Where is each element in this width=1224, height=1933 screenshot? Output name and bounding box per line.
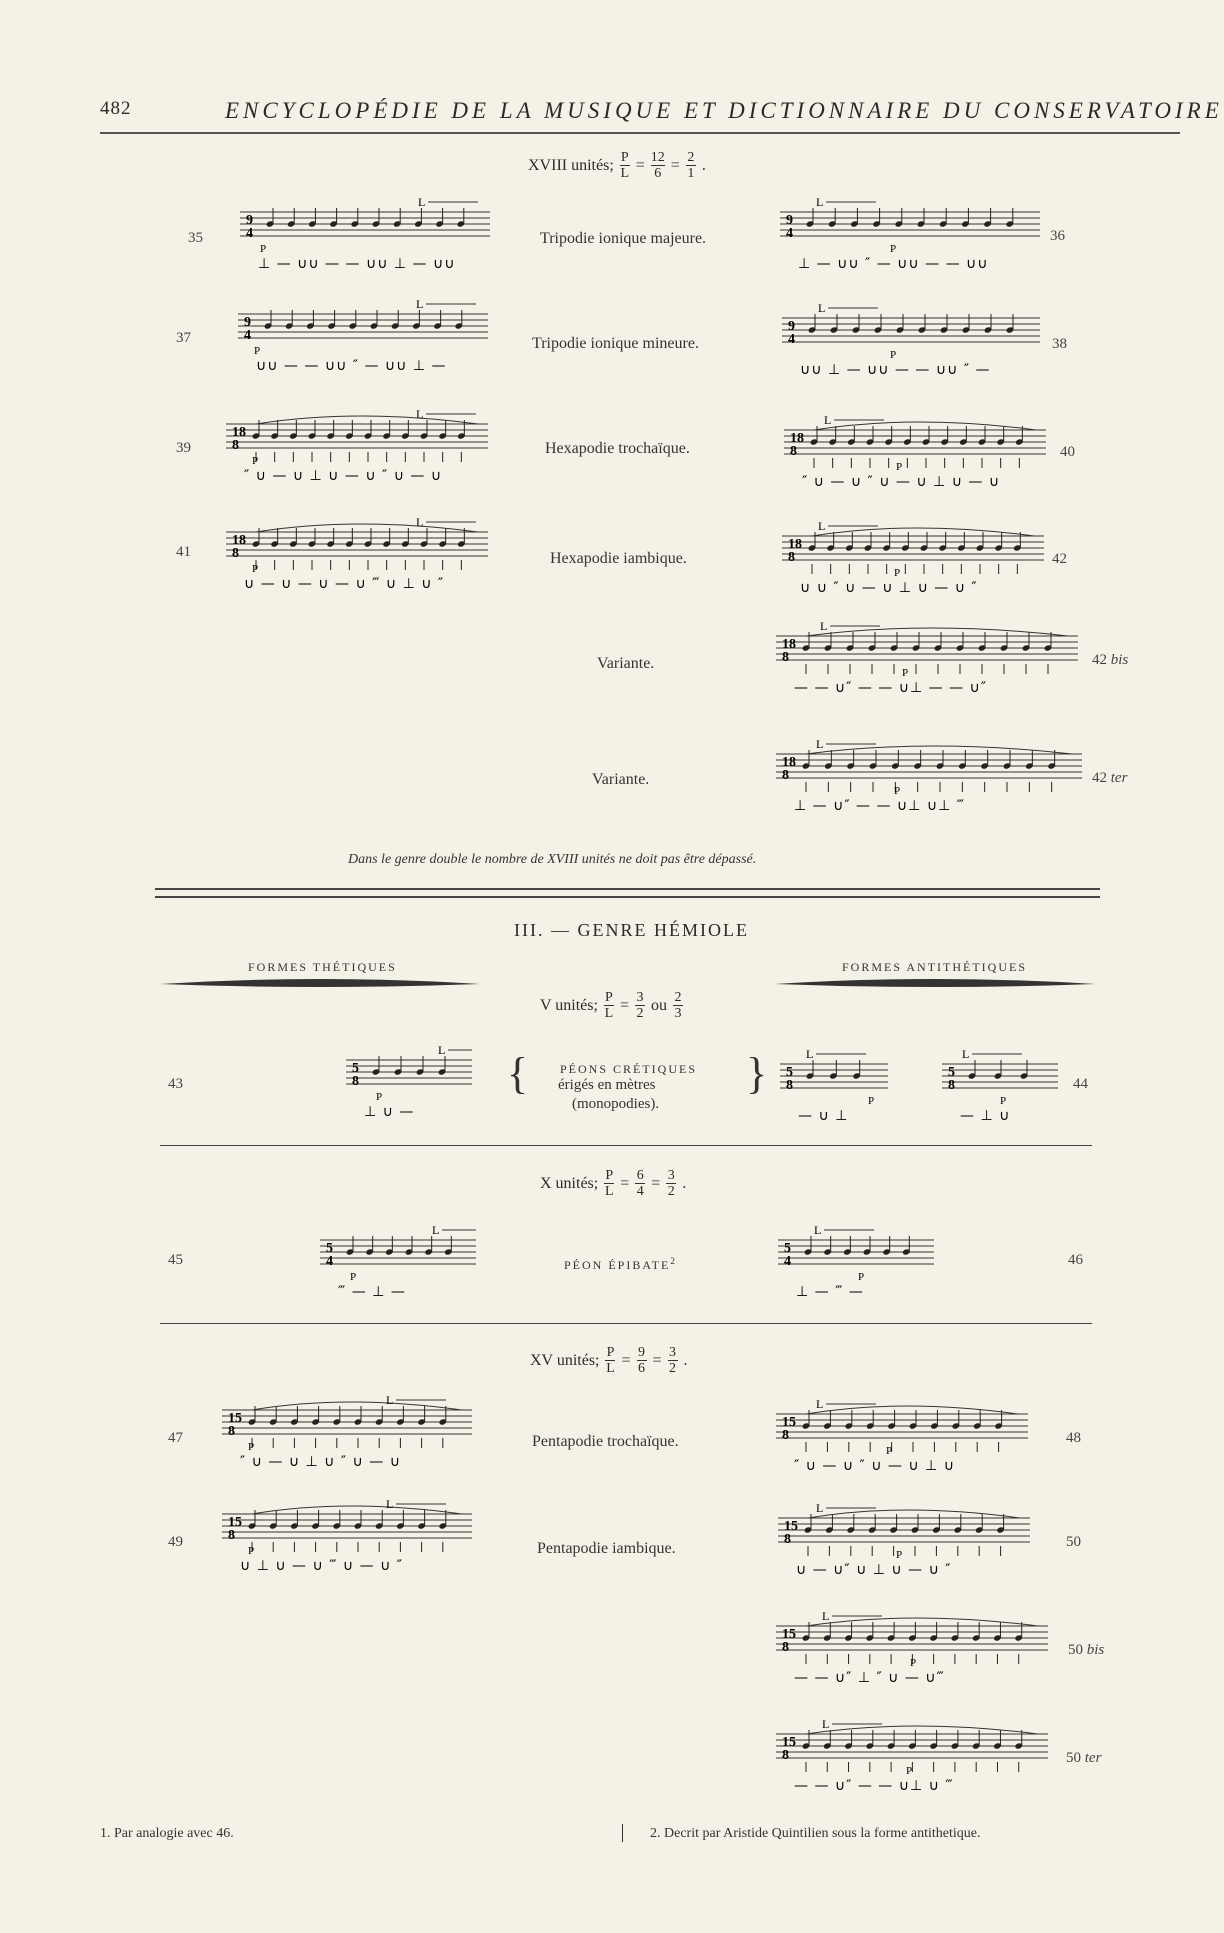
long-marker: L [820,619,828,633]
time-signature-top: 18 [232,533,246,548]
time-signature-top: 5 [352,1061,359,1076]
example-label: Pentapodie iambique. [537,1540,676,1557]
example-number-right: 46 [1068,1252,1083,1268]
variant-number: 50 bis [1068,1642,1105,1658]
rhythm-notation: ∪∪ ⊥ — ∪∪ — — ∪∪ ″ — [800,362,991,378]
example-label: Tripodie ionique mineure. [532,335,699,352]
time-signature-top: 15 [228,1515,242,1530]
time-signature-top: 18 [788,537,802,552]
time-signature-top: 18 [782,755,796,770]
music-staff [320,1223,486,1318]
footnote-divider [622,1824,623,1842]
music-staff [226,515,498,610]
time-signature-bottom: 4 [326,1254,333,1269]
time-signature-top: 5 [784,1241,791,1256]
variant-label: Variante. [597,655,655,672]
variant-number: 42 bis [1092,652,1129,668]
ratio-prefix: XVIII unités; [528,156,614,174]
example-number-right: 48 [1066,1430,1081,1446]
example-label: Hexapodie iambique. [550,550,687,567]
example-number-right: 36 [1050,228,1065,244]
music-staff [782,519,1054,614]
example-number-right: 40 [1060,444,1075,460]
short-marker: P [350,1271,357,1283]
short-marker: P [896,461,903,473]
short-marker: P [902,667,909,679]
long-marker: L [816,195,824,209]
music-staff [226,407,498,502]
rhythm-notation: ‴ — ⊥ — [338,1284,406,1300]
time-signature-bottom: 8 [232,438,239,453]
long-marker: L [818,519,826,533]
peons-line3: (monopodies). [572,1096,660,1112]
section-divider [155,888,1100,898]
time-signature-bottom: 8 [784,1532,791,1547]
short-marker: P [896,1549,903,1561]
time-signature-bottom: 8 [228,1424,235,1439]
long-marker: L [416,515,424,529]
example-number-left: 39 [176,440,191,456]
time-signature-top: 5 [948,1065,955,1080]
time-signature-bottom: 8 [782,1428,789,1443]
short-marker: P [890,349,897,361]
ratio-frac-b: $\frac{12}{6}$ [650,150,665,181]
rhythm-notation: ∪ — ∪″ ∪ ⊥ ∪ — ∪ ″ [796,1562,952,1578]
rhythm-notation: ″ ∪ — ∪ ″ ∪ — ∪ ⊥ ∪ — ∪ [802,474,1001,490]
rhythm-notation: ⊥ — ‴ — [796,1284,864,1300]
double-genre-note: Dans le genre double le nombre de XVIII unités ne doit pas être dépassé. [348,852,757,867]
page-number: 482 [100,98,132,119]
rhythm-notation: — ⊥ ∪ [960,1108,1011,1124]
footnote-1: 1. Par analogie avec 46. [100,1826,234,1841]
ratio-v: V unités; $\frac{P}{L}$ = $\frac{3}{2}$ ou $\frac{2}{3}$ [540,990,682,1021]
rhythm-notation: ″ ∪ — ∪ ⊥ ∪ ″ ∪ — ∪ [240,1454,401,1470]
time-signature-top: 18 [232,425,246,440]
short-marker: P [858,1271,865,1283]
time-signature-bottom: 4 [784,1254,791,1269]
slur [806,1726,1038,1734]
time-signature-bottom: 4 [244,328,251,343]
ratio-x: X unités; $\frac{P}{L}$ = $\frac{6}{4}$ = $\frac{3}{2}$ . [540,1168,687,1199]
ratio-prefix: XV unités; [530,1351,600,1369]
music-staff [240,195,500,290]
example-number-left: 47 [168,1430,183,1446]
long-marker: L [432,1223,440,1237]
music-staff [776,737,1092,832]
music-staff [778,1501,1040,1596]
time-signature-top: 9 [786,213,793,228]
rhythm-notation: — ∪ ⊥ [798,1108,849,1124]
ratio-prefix: V unités; [540,996,598,1014]
ratio-xv: XV unités; $\frac{P}{L}$ = $\frac{9}{6}$ = $\frac{3}{2}$ . [530,1345,688,1376]
example-number-left: 45 [168,1252,183,1268]
example-number-left: 43 [168,1076,183,1092]
slur [806,1406,1018,1414]
slur [256,416,478,424]
short-marker: P [248,1545,255,1557]
time-signature-top: 9 [244,315,251,330]
rule [160,1323,1092,1324]
time-signature-bottom: 4 [786,226,793,241]
rhythm-notation: — — ∪″ — — ∪⊥ ∪ ‴ [794,1778,954,1794]
ratio-xviii: XVIII unités; $\frac{P}{L}$ = $\frac{12}{6}$ = $\frac{2}{1}$ . [528,150,706,181]
rhythm-notation: — — ∪″ — — ∪⊥ — — ∪″ [794,680,987,696]
short-marker: P [252,563,259,575]
variant-number: 50 ter [1066,1750,1102,1766]
example-label: Tripodie ionique majeure. [540,230,707,247]
example-number-right: 44 [1073,1076,1088,1092]
music-staff [780,1047,898,1142]
variant-label: Variante. [592,771,650,788]
music-staff [346,1043,482,1138]
short-marker: P [252,455,259,467]
music-staff [776,619,1088,714]
time-signature-bottom: 8 [782,1748,789,1763]
short-marker: P [1000,1095,1007,1107]
example-number-left: 41 [176,544,191,560]
time-signature-bottom: 8 [352,1074,359,1089]
footnote-2: 2. Decrit par Aristide Quintilien sous la forme antithetique. [650,1826,981,1841]
music-staff [222,1393,482,1488]
long-marker: L [418,195,426,209]
long-marker: L [822,1609,830,1623]
slur [256,524,478,532]
time-signature-bottom: 8 [782,650,789,665]
ratio-frac-c: $\frac{3}{2}$ [669,1345,677,1376]
example-number-right: 50 [1066,1534,1081,1550]
short-marker: P [376,1091,383,1103]
music-staff [780,195,1050,290]
slur [252,1402,462,1410]
time-signature-top: 15 [784,1519,798,1534]
music-staff [784,413,1056,508]
ratio-or: ou [650,996,667,1014]
long-marker: L [816,1397,824,1411]
example-number-right: 38 [1052,336,1067,352]
long-marker: L [438,1043,446,1057]
peons-title: PÉONS CRÉTIQUES [560,1062,698,1076]
rhythm-notation: — — ∪″ ⊥ ″ ∪ — ∪‴ [794,1670,945,1686]
long-marker: L [962,1047,970,1061]
time-signature-top: 15 [782,1415,796,1430]
short-marker: P [894,567,901,579]
ratio-frac-a: $\frac{P}{L}$ [604,990,614,1021]
long-marker: L [416,407,424,421]
time-signature-top: 5 [326,1241,333,1256]
slur [806,1618,1038,1626]
ratio-frac-a: $\frac{P}{L}$ [604,1168,614,1199]
long-marker: L [814,1223,822,1237]
brace-left: { [507,1049,529,1098]
rhythm-notation: ⊥ — ∪∪ ″ — ∪∪ — — ∪∪ [798,256,989,272]
time-signature-top: 9 [788,319,795,334]
long-marker: L [816,1501,824,1515]
ratio-frac-a: $\frac{P}{L}$ [620,150,630,181]
time-signature-top: 18 [790,431,804,446]
rhythm-notation: ⊥ — ∪″ — — ∪⊥ ∪⊥ ‴ [794,798,965,814]
heading-swash-left [160,978,480,990]
long-marker: L [818,301,826,315]
long-marker: L [816,737,824,751]
long-marker: L [824,413,832,427]
heading-thetic: FORMES THÉTIQUES [248,960,397,974]
slur [814,422,1036,430]
example-label: Pentapodie trochaïque. [532,1433,679,1450]
rhythm-notation: ″ ∪ — ∪ ″ ∪ — ∪ ⊥ ∪ [794,1458,955,1474]
time-signature-bottom: 8 [782,1640,789,1655]
rule [160,1145,1092,1146]
short-marker: P [254,345,261,357]
rhythm-notation: ∪ — ∪ — ∪ — ∪ ‴ ∪ ⊥ ∪ ″ [244,576,445,592]
peons-line2: érigés en mètres [558,1077,656,1093]
ratio-frac-b: $\frac{6}{4}$ [636,1168,644,1199]
epibate-label: PÉON ÉPIBATE$^2$ [564,1256,677,1272]
music-staff [222,1497,482,1592]
ratio-frac-a: $\frac{P}{L}$ [606,1345,615,1376]
short-marker: P [248,1441,255,1453]
ratio-frac-c: $\frac{2}{3}$ [674,990,682,1021]
rhythm-notation: ∪∪ — — ∪∪ ″ — ∪∪ ⊥ — [256,358,447,374]
variant-number: 42 ter [1092,770,1128,786]
music-staff [776,1717,1058,1812]
long-marker: L [386,1393,394,1407]
ratio-frac-c: $\frac{3}{2}$ [667,1168,675,1199]
music-staff [778,1223,944,1318]
slur [812,528,1034,536]
ratio-frac-c: $\frac{2}{1}$ [687,150,695,181]
ratio-frac-b: $\frac{3}{2}$ [636,990,644,1021]
short-marker: P [910,1657,917,1669]
long-marker: L [416,297,424,311]
music-staff [776,1397,1038,1492]
long-marker: L [386,1497,394,1511]
example-number-left: 35 [188,230,203,246]
time-signature-top: 9 [246,213,253,228]
rhythm-notation: ∪ ∪ ″ ∪ — ∪ ⊥ ∪ — ∪ ″ [800,580,978,596]
short-marker: P [260,243,267,255]
example-number-right: 42 [1052,551,1067,567]
slur [252,1506,462,1514]
time-signature-bottom: 8 [788,550,795,565]
heading-swash-right [775,978,1095,990]
example-number-left: 37 [176,330,191,346]
long-marker: L [806,1047,814,1061]
time-signature-top: 18 [782,637,796,652]
time-signature-bottom: 8 [786,1078,793,1093]
time-signature-bottom: 8 [228,1528,235,1543]
time-signature-bottom: 8 [790,444,797,459]
short-marker: P [890,243,897,255]
music-staff [776,1609,1058,1704]
brace-right: } [746,1049,768,1098]
time-signature-bottom: 8 [232,546,239,561]
heading-antithetic: FORMES ANTITHÉTIQUES [842,960,1028,974]
time-signature-bottom: 4 [246,226,253,241]
example-label: Hexapodie trochaïque. [545,440,690,457]
time-signature-top: 15 [782,1735,796,1750]
short-marker: P [868,1095,875,1107]
rhythm-notation: ⊥ — ∪∪ — — ∪∪ ⊥ — ∪∪ [258,256,456,272]
short-marker: P [886,1445,893,1457]
short-marker: P [894,785,901,797]
rhythm-notation: ∪ ⊥ ∪ — ∪ ‴ ∪ — ∪ ″ [240,1558,403,1574]
music-staff [942,1047,1068,1142]
music-staff [238,297,498,392]
music-staff [782,301,1050,396]
section-title: III. — GENRE HÉMIOLE [514,920,749,940]
time-signature-top: 15 [228,1411,242,1426]
slur [808,1510,1020,1518]
time-signature-bottom: 4 [788,332,795,347]
running-title: ENCYCLOPÉDIE DE LA MUSIQUE ET DICTIONNAIRE DU CONSERVATOIRE [225,98,1223,123]
time-signature-top: 15 [782,1627,796,1642]
header-rule [100,132,1180,134]
time-signature-bottom: 8 [948,1078,955,1093]
short-marker: P [906,1765,913,1777]
long-marker: L [822,1717,830,1731]
ratio-prefix: X unités; [540,1174,599,1192]
time-signature-bottom: 8 [782,768,789,783]
rhythm-notation: ⊥ ∪ — [364,1104,415,1120]
ratio-frac-b: $\frac{9}{6}$ [638,1345,646,1376]
time-signature-top: 5 [786,1065,793,1080]
rhythm-notation: ″ ∪ — ∪ ⊥ ∪ — ∪ ″ ∪ — ∪ [244,468,443,484]
example-number-left: 49 [168,1534,183,1550]
